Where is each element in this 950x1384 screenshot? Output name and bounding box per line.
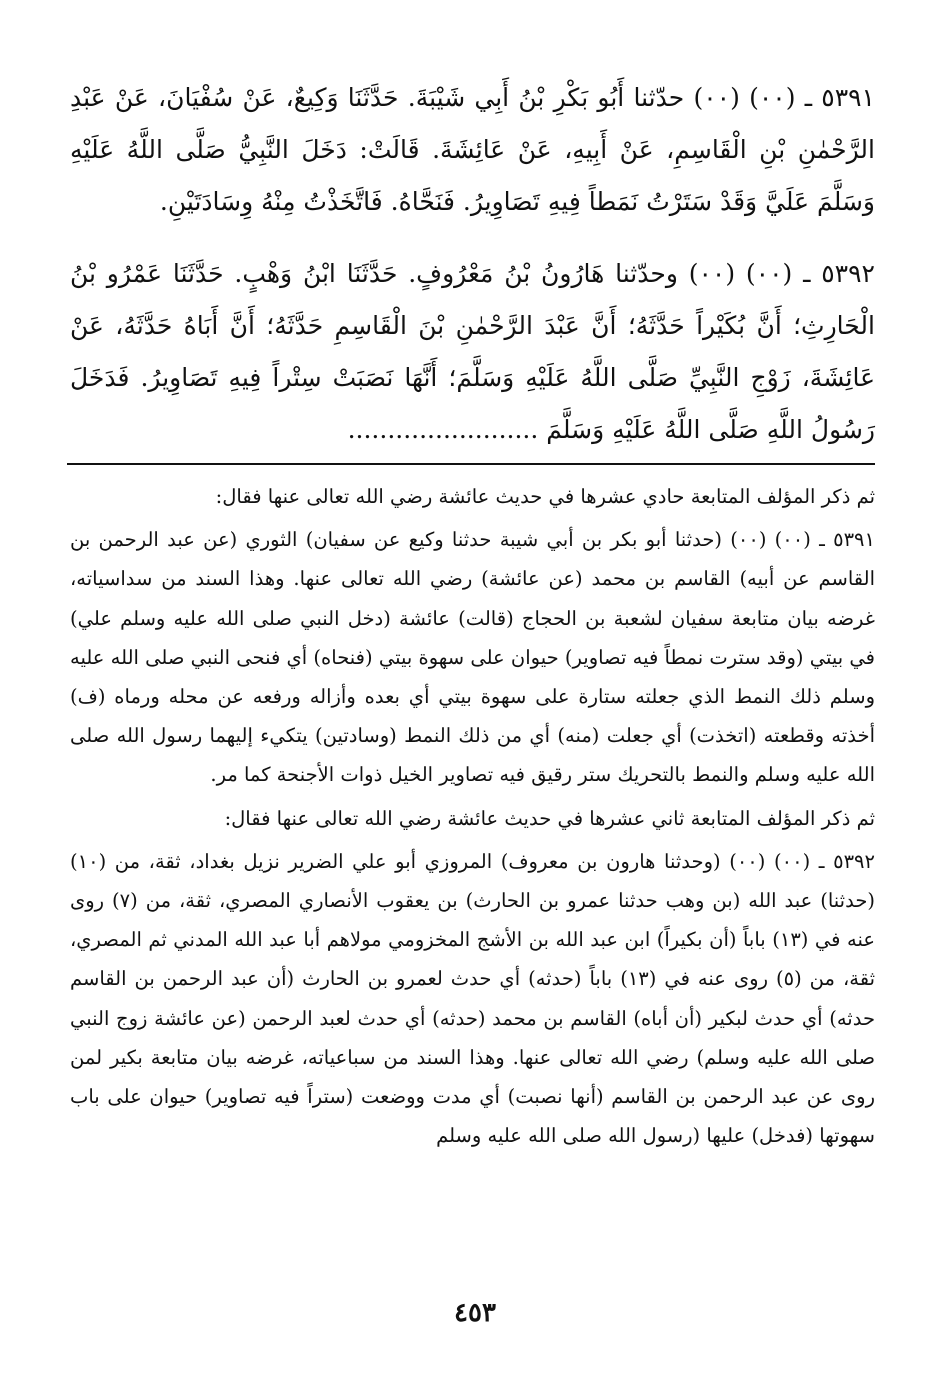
hadith-text-block	[70, 72, 875, 476]
page-number: ٤٥٣	[454, 1298, 496, 1328]
commentary-block	[70, 477, 875, 1159]
commentary-intro-11: ثم ذكر المؤلف المتابعة حادي عشرها في حديث عائشة رضي الله تعالى عنها فقال:	[215, 485, 875, 508]
hadith-5391: ٥٣٩١ ـ (٠٠) (٠٠) حدّثنا أَبُو بَكْرِ بْنُ أَبِي شَيْبَةَ. حَدَّثَنَا وَكِيعٌ، عَنْ سُفْيَانَ، عَنْ عَبْدِ الرَّحْمٰنِ بْنِ الْقَاسِمِ، عَنْ أَبِيهِ، عَنْ عَائِشَةَ. قَالَتْ: دَخَلَ النَّبِيُّ صَلَّى اللَّهُ عَلَيْهِ وَسَلَّمَ عَلَيَّ وَقَدْ سَتَرْتُ نَمَطاً فِيهِ تَصَاوِيرُ. فَنَحَّاهُ. فَاتَّخَذْتُ مِنْهُ وِسَادَتَيْنِ.	[70, 83, 875, 216]
commentary-intro-12: ثم ذكر المؤلف المتابعة ثاني عشرها في حديث عائشة رضي الله تعالى عنها فقال:	[224, 806, 875, 830]
commentary-5392: ٥٣٩٢ ـ (٠٠) (٠٠) (وحدثنا هارون بن معروف) المروزي أبو علي الضرير نزيل بغداد، ثقة، من (١٠) (حدثنا) عبد الله (بن وهب حدثنا عمرو بن الحارث) بن يعقوب الأنصاري المصري، ثقة، من (٧) روى عنه في (١٣) باباً (أن بكيراً) ابن عبد الله بن الأشج المخزومي مولاهم أبا عبد الله المدني ثم المصري، ثقة، من (٥) روى عنه في (١٣) باباً (حدثه) أي حدث لعمرو بن الحارث (أن عبد الرحمن بن القاسم حدثه) أي حدث لبكير (أن أباه) القاسم بن محمد (حدثه) أي حدث لعبد الرحمن (عن عائشة زوج النبي صلى الله عليه وسلم) رضي الله تعالى عنها. وهذا السند من سباعياته، غرضه بيان متابعة بكير لمن روى عن عبد الرحمن بن القاسم (أنها نصبت) أي مدت ووضعت (ستراً فيه تصاوير) حيوان على باب سهوتها (فدخل) عليها (رسول الله صلى الله عليه وسلم	[70, 849, 875, 1148]
footnote-separator-line	[67, 463, 875, 465]
commentary-5391: ٥٣٩١ ـ (٠٠) (٠٠) (حدثنا أبو بكر بن أبي شيبة حدثنا وكيع عن سفيان) الثوري (عن عبد الرحمن بن القاسم عن أبيه) القاسم بن محمد (عن عائشة) رضي الله تعالى عنها. وهذا السند من سداسياته، غرضه بيان متابعة سفيان لشعبة بن الحجاج (قالت) عائشة (دخل النبي صلى الله عليه وسلم علي) في بيتي (وقد سترت نمطاً فيه تصاوير) حيوان على سهوة بيتي (فنحاه) أي فنحى النبي صلى الله عليه وسلم ذلك النمط الذي جعلته ستارة على سهوة بيتي أي بعده وأزاله ورفعه عن محله ورماه (ف) أخذته وقطعته (اتخذت) أي جعلت (منه) أي من ذلك النمط (وسادتين) يتكيء إليهما رسول الله صلى الله عليه وسلم والنمط بالتحريك ستر رقيق فيه تصاوير الخيل ذوات الأجنحة كما مر.	[70, 528, 876, 787]
hadith-5392: ٥٣٩٢ ـ (٠٠) (٠٠) وحدّثنا هَارُونُ بْنُ مَعْرُوفٍ. حَدَّثَنَا ابْنُ وَهْبٍ. حَدَّثَنَا عَمْرُو بْنُ الْحَارِثِ؛ أَنَّ بُكَيْراً حَدَّثَهُ؛ أَنَّ عَبْدَ الرَّحْمٰنِ بْنَ الْقَاسِمِ حَدَّثَهُ؛ أَنَّ أَبَاهُ حَدَّثَهُ، عَنْ عَائِشَةَ، زَوْجِ النَّبِيِّ صَلَّى اللَّهُ عَلَيْهِ وَسَلَّمَ؛ أَنَّهَا نَصَبَتْ سِتْراً فِيهِ تَصَاوِيرُ. فَدَخَلَ رَسُولُ اللَّهِ صَلَّى اللَّهُ عَلَيْهِ وَسَلَّمَ ........................	[70, 259, 875, 444]
